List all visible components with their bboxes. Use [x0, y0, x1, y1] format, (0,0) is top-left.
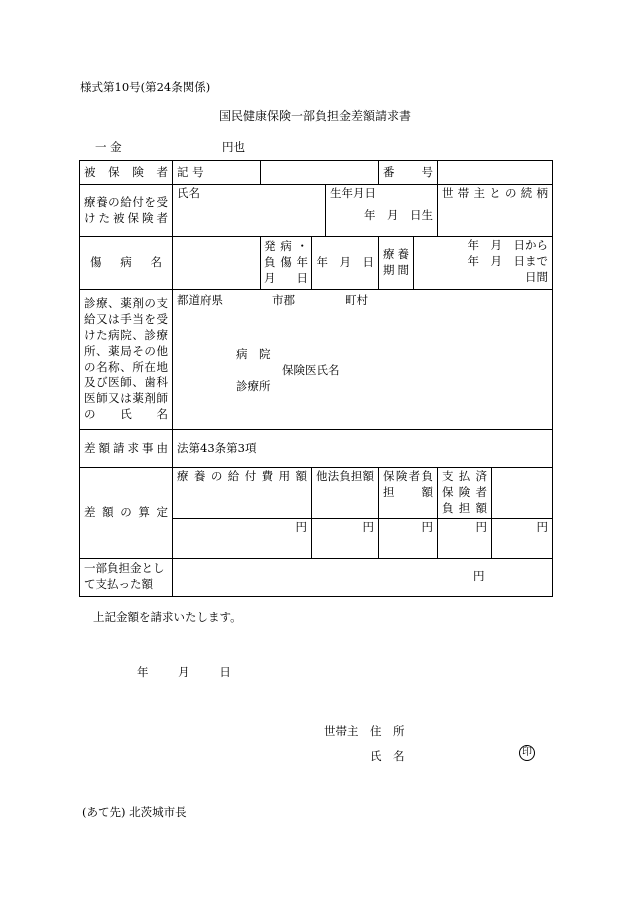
birth-field[interactable] [326, 185, 438, 237]
period-from: 年 月 日から [467, 238, 548, 252]
birth-label: 生年月日 [330, 186, 376, 200]
insured-label-cell [80, 161, 173, 185]
paid-yen: 円 [473, 569, 485, 584]
addressee: (あて先) 北茨城市長 [82, 805, 187, 819]
town-label: 町村 [345, 293, 368, 307]
birth-units: 年 月 日生 [364, 207, 433, 222]
date-line [137, 665, 231, 681]
head-address-label: 世帯主 住 所 [324, 724, 405, 738]
period-days: 日間 [525, 269, 548, 284]
calc-label: 差額の算定 [84, 504, 168, 519]
number-label: 番 号 [383, 164, 433, 179]
number-label-cell [379, 161, 438, 185]
date-day: 日 [219, 665, 231, 679]
name-label: 氏名 [177, 186, 200, 200]
calc-col1-field[interactable] [173, 518, 312, 558]
closing-statement: 上記金額を請求いたします。 [93, 610, 242, 624]
city-label: 市郡 [272, 293, 295, 307]
facility-label-cell [80, 290, 173, 430]
insured-label: 被保険者 [84, 164, 168, 179]
document-title: 国民健康保険一部負担金差額請求書 [218, 109, 411, 123]
reason-field[interactable] [173, 430, 553, 468]
calc-col1-yen: 円 [295, 519, 307, 534]
calc-col5-header [492, 468, 553, 519]
paid-label: 一部負担金として支払った額 [84, 561, 165, 592]
calc-col2-yen: 円 [362, 519, 374, 534]
calc-col2-label: 他法負担額 [316, 469, 374, 483]
relation-cell[interactable] [438, 185, 553, 237]
reason-label-cell [80, 430, 173, 468]
symbol-label-cell [173, 161, 261, 185]
calc-col3-header [379, 468, 438, 519]
calc-col5-field[interactable] [492, 518, 553, 558]
reason-label: 差額請求事由 [84, 440, 168, 455]
calc-col1-header [173, 468, 312, 519]
disease-field[interactable] [173, 237, 261, 290]
onset-units: 年 月 日 [316, 255, 374, 270]
date-year: 年 [137, 665, 149, 679]
amount-suffix: 円也 [222, 140, 245, 154]
seal-mark: 印 [519, 745, 535, 761]
calc-col4-header [438, 468, 492, 519]
symbol-field[interactable] [261, 161, 379, 185]
benefit-person-label-cell [80, 185, 173, 237]
calc-col5-yen: 円 [536, 519, 548, 534]
disease-label: 傷病名 [90, 255, 162, 270]
calc-col3-label: 保険者負担額 [383, 469, 433, 499]
onset-label-cell [261, 237, 312, 290]
reason-value: 法第43条第3項 [177, 440, 257, 455]
prefecture-label: 都道府県 [177, 293, 223, 307]
calc-col1-label: 療養の給付費用額 [177, 469, 307, 483]
period-label-cell [379, 237, 414, 290]
calc-col2-field[interactable] [312, 518, 379, 558]
calc-col3-field[interactable] [379, 518, 438, 558]
paid-label-cell [80, 558, 173, 596]
date-month: 月 [178, 665, 190, 679]
calc-col4-field[interactable] [438, 518, 492, 558]
onset-label: 発病・負傷年月日 [264, 239, 308, 285]
doctor-name-label: 保険医氏名 [282, 363, 340, 377]
number-field[interactable] [438, 161, 553, 185]
paid-field[interactable] [173, 558, 553, 596]
period-label: 療養期間 [383, 247, 409, 277]
symbol-label: 記 号 [177, 164, 204, 179]
amount-prefix: 一 金 [95, 140, 122, 154]
calc-col2-header [312, 468, 379, 519]
period-to: 年 月 日まで [467, 253, 548, 268]
disease-label-cell [80, 237, 173, 290]
facility-label: 診療、薬剤の支給又は手当を受けた病院、診療所、薬局その他の名称、所在地及び医師、歯科医師又は薬剤師の氏名 [84, 296, 168, 422]
facility-field[interactable] [173, 290, 553, 430]
calc-label-cell [80, 468, 173, 559]
clinic-label: 診療所 [236, 379, 271, 393]
benefit-person-label: 療養の給付を受けた被保険者 [84, 194, 168, 225]
form-number: 様式第10号(第24条関係) [80, 80, 211, 94]
calc-col4-label: 支払済保険者負担額 [442, 469, 487, 515]
claim-form-table [79, 160, 553, 597]
period-field[interactable] [414, 237, 553, 290]
relation-label: 世帯主との続柄 [442, 186, 548, 200]
onset-field[interactable] [312, 237, 379, 290]
hospital-label: 病 院 [236, 347, 271, 361]
head-name-label: 氏 名 [370, 749, 405, 763]
calc-col3-yen: 円 [421, 519, 433, 534]
calc-col4-yen: 円 [475, 519, 487, 534]
name-field[interactable] [173, 185, 326, 237]
